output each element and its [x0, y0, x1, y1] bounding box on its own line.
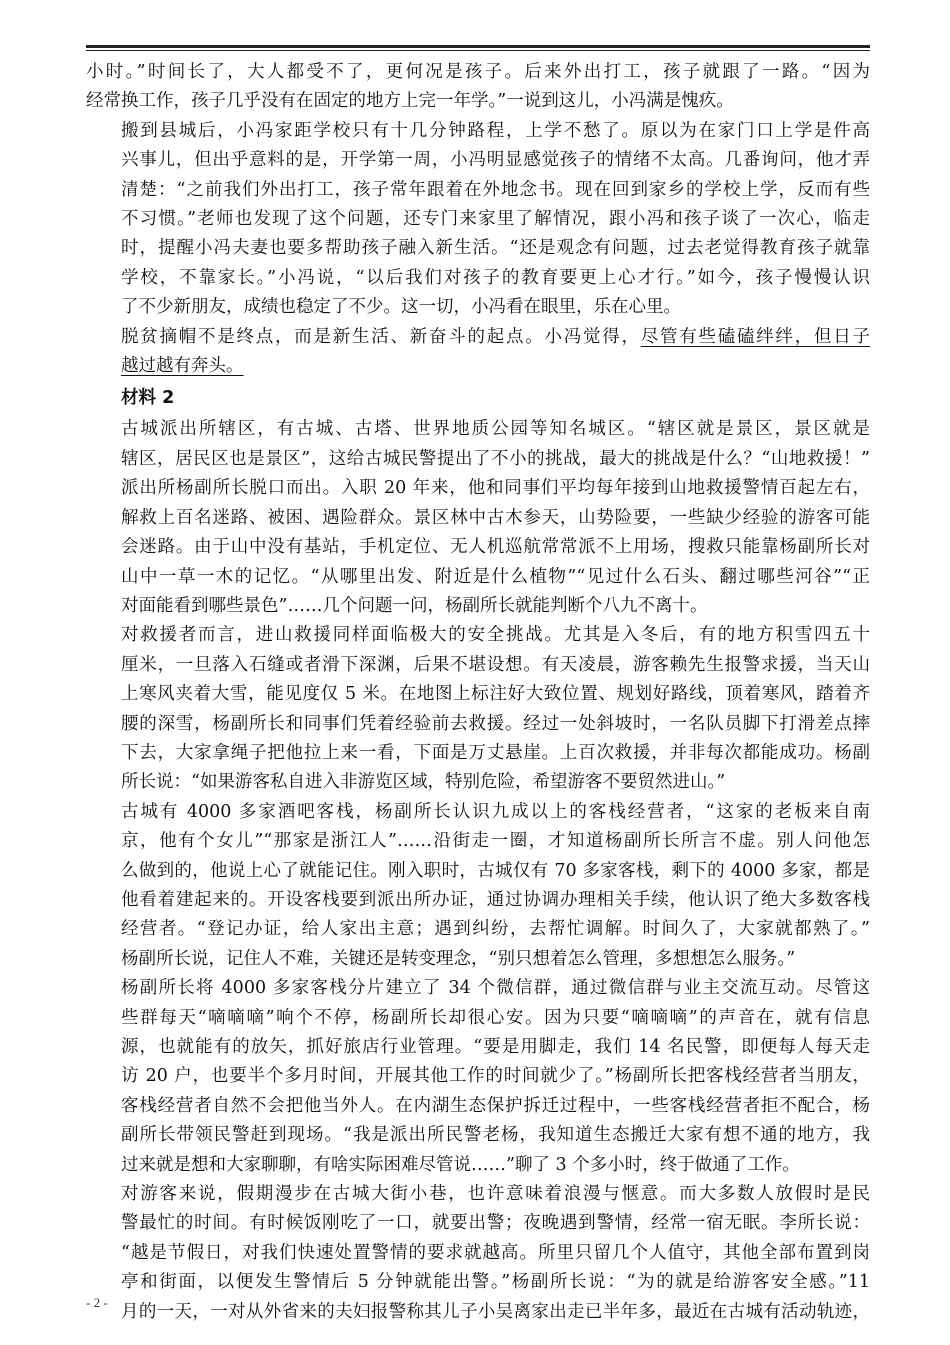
text-line: 经常换工作，孩子几乎没有在固定的地方上完一年学。”一说到这儿，小冯满是愧疚。	[86, 91, 734, 112]
header-rule-thick	[86, 45, 870, 48]
text-line: 古城派出所辖区，有古城、古塔、世界地质公园等知名城区。“辖区就是景区，景区就是	[121, 419, 870, 440]
paragraph	[86, 117, 870, 323]
text-line: 么做到的，他说上心了就能记住。刚入职时，古城仅有 70 多家客栈，剩下的 4000 多家，都是	[121, 860, 870, 881]
paragraph	[86, 621, 870, 797]
text-line: 杨副所长将 4000 多家客栈分片建立了 34 个微信群，通过微信群与业主交流互动。尽管这	[121, 978, 870, 999]
text-line: 对面能看到哪些景色”……几个问题一问，杨副所长就能判断个八九不离十。	[121, 595, 708, 616]
text-line: 搬到县城后，小冯家距学校只有十几分钟路程，上学不愁了。原以为在家门口上学是件高	[121, 120, 870, 141]
text-line: 京，他有个女儿”“那家是浙江人”……沿街走一圈，才知道杨副所长所言不虚。别人问他怎	[121, 831, 870, 852]
text-line: 经营者。“登记办证，给人家出主意；遇到纠纷，去帮忙调解。时间久了，大家就都熟了。”	[121, 919, 870, 940]
text-line: 源，也就能有的放矢，抓好旅店行业管理。“要是用脚走，我们 14 名民警，即便每人每天走	[121, 1037, 870, 1057]
header-rule-thin	[86, 50, 870, 51]
paragraph-with-underline	[86, 323, 870, 382]
document-body	[86, 58, 870, 1327]
text-line: 派出所杨副所长脱口而出。入职 20 年来，他和同事们平均每年接到山地救援警情百起左右，	[121, 478, 870, 499]
text-line: 古城有 4000 多家酒吧客栈，杨副所长认识九成以上的客栈经营者，“这家的老板来自南	[121, 801, 870, 822]
paragraph-text: 脱贫摘帽不是终点，而是新生活、新奋斗的起点。小冯觉得，	[121, 326, 641, 347]
text-line: 他看着建起来的。开设客栈要到派出所办证，通过协调办理相关手续，他认识了绝大多数客栈	[121, 889, 870, 910]
text-line: 时，提醒小冯夫妻也要多帮助孩子融入新生活。“还是观念有问题，过去老觉得教育孩子就靠	[121, 238, 870, 259]
text-line: 副所长带领民警赶到现场。“我是派出所民警老杨，我知道生态搬迁大家有想不通的地方，我	[121, 1125, 870, 1146]
text-line: 客栈经营者自然不会把他当外人。在内湖生态保护拆迁过程中，一些客栈经营者拒不配合，杨	[121, 1095, 870, 1116]
paragraph	[86, 798, 870, 974]
text-line: 对游客来说，假期漫步在古城大街小巷，也许意味着浪漫与惬意。而大多数人放假时是民	[121, 1184, 870, 1205]
text-line: “越是节假日，对我们快速处置警情的要求就越高。所里只留几个人值守，其他全部布置到岗	[121, 1242, 870, 1263]
text-line: 警最忙的时间。有时候饭刚吃了一口，就要出警；夜晚遇到警情，经常一宿无眠。李所长说：	[121, 1213, 870, 1234]
text-line: 了不少新朋友，成绩也稳定了不少。这一切，小冯看在眼里，乐在心里。	[121, 297, 681, 318]
section-heading: 材料 2	[121, 388, 175, 409]
text-line: 兴事儿，但出乎意料的是，开学第一周，小冯明显感觉孩子的情绪不太高。几番询问，他才弄	[121, 150, 870, 171]
text-line: 学校，不靠家长。”小冯说，“以后我们对孩子的教育要更上心才行。”如今，孩子慢慢认识	[121, 267, 870, 288]
text-line: 所长说：“如果游客私自进入非游览区域，特别危险，希望游客不要贸然进山。”	[121, 772, 726, 793]
paragraph	[86, 58, 870, 117]
underlined-text: 尽管有些磕磕绊绊，但日子	[640, 326, 870, 347]
text-line: 过来就是想和大家聊聊，有啥实际困难尽管说……”聊了 3 个多小时，终于做通了工作。	[121, 1154, 800, 1175]
text-line: 亭和街面，以便发生警情后 5 分钟就能出警。”杨副所长说：“为的就是给游客安全感。”11	[121, 1272, 870, 1293]
text-line: 下去，大家拿绳子把他拉上来一看，下面是万丈悬崖。上百次救援，并非每次都能成功。杨副	[121, 742, 870, 763]
text-line: 山中一草一木的记忆。“从哪里出发、附近是什么植物”“见过什么石头、翻过哪些河谷”“正	[121, 566, 870, 587]
text-line: 解救上百名迷路、被困、遇险群众。景区林中古木参天，山势险要，一些缺少经验的游客可能	[121, 507, 870, 528]
text-line: 不习惯。”老师也发现了这个问题，还专门来家里了解情况，跟小冯和孩子谈了一次心，临走	[121, 209, 870, 230]
underlined-text: 越过越有奔头。	[121, 356, 244, 377]
page-number: - 2 -	[86, 1295, 108, 1310]
text-line: 月的一天，一对从外省来的夫妇报警称其儿子小吴离家出走已半年多，最近在古城有活动轨迹，	[121, 1301, 870, 1322]
text-line: 访 20 户，也要半个多月时间，开展其他工作的时间就少了。”杨副所长把客栈经营者当朋友，	[121, 1066, 870, 1087]
text-line: 上寒风夹着大雪，能见度仅 5 米。在地图上标注好大致位置、规划好路线，顶着寒风，踏着齐	[121, 684, 870, 705]
text-line: 会迷路。由于山中没有基站，手机定位、无人机巡航常常派不上用场，搜救只能靠杨副所长对	[121, 537, 870, 558]
text-line: 厘米，一旦落入石缝或者滑下深渊，后果不堪设想。有天凌晨，游客赖先生报警求援，当天山	[121, 654, 870, 675]
paragraph	[86, 1180, 870, 1327]
text-line: 辖区，居民区也是景区”，这给古城民警提出了不小的挑战，最大的挑战是什么？“山地救援！”	[121, 448, 870, 469]
paragraph	[86, 974, 870, 1180]
text-line: 小时。”时间长了，大人都受不了，更何况是孩子。后来外出打工，孩子就跟了一路。“因为	[86, 62, 870, 82]
text-line: 些群每天“嘀嘀嘀”响个不停，杨副所长却很心安。因为只要“嘀嘀嘀”的声音在，就有信息	[121, 1007, 870, 1028]
text-line: 腰的深雪，杨副所长和同事们凭着经验前去救援。经过一处斜坡时，一名队员脚下打滑差点摔	[121, 713, 870, 734]
text-line: 清楚：“之前我们外出打工，孩子常年跟着在外地念书。现在回到家乡的学校上学，反而有些	[121, 179, 870, 200]
paragraph	[86, 415, 870, 621]
text-line: 杨副所长说，记住人不难，关键还是转变理念，“别只想着怎么管理，多想想怎么服务。”	[121, 948, 796, 969]
text-line: 对救援者而言，进山救援同样面临极大的安全挑战。尤其是入冬后，有的地方积雪四五十	[121, 625, 870, 646]
